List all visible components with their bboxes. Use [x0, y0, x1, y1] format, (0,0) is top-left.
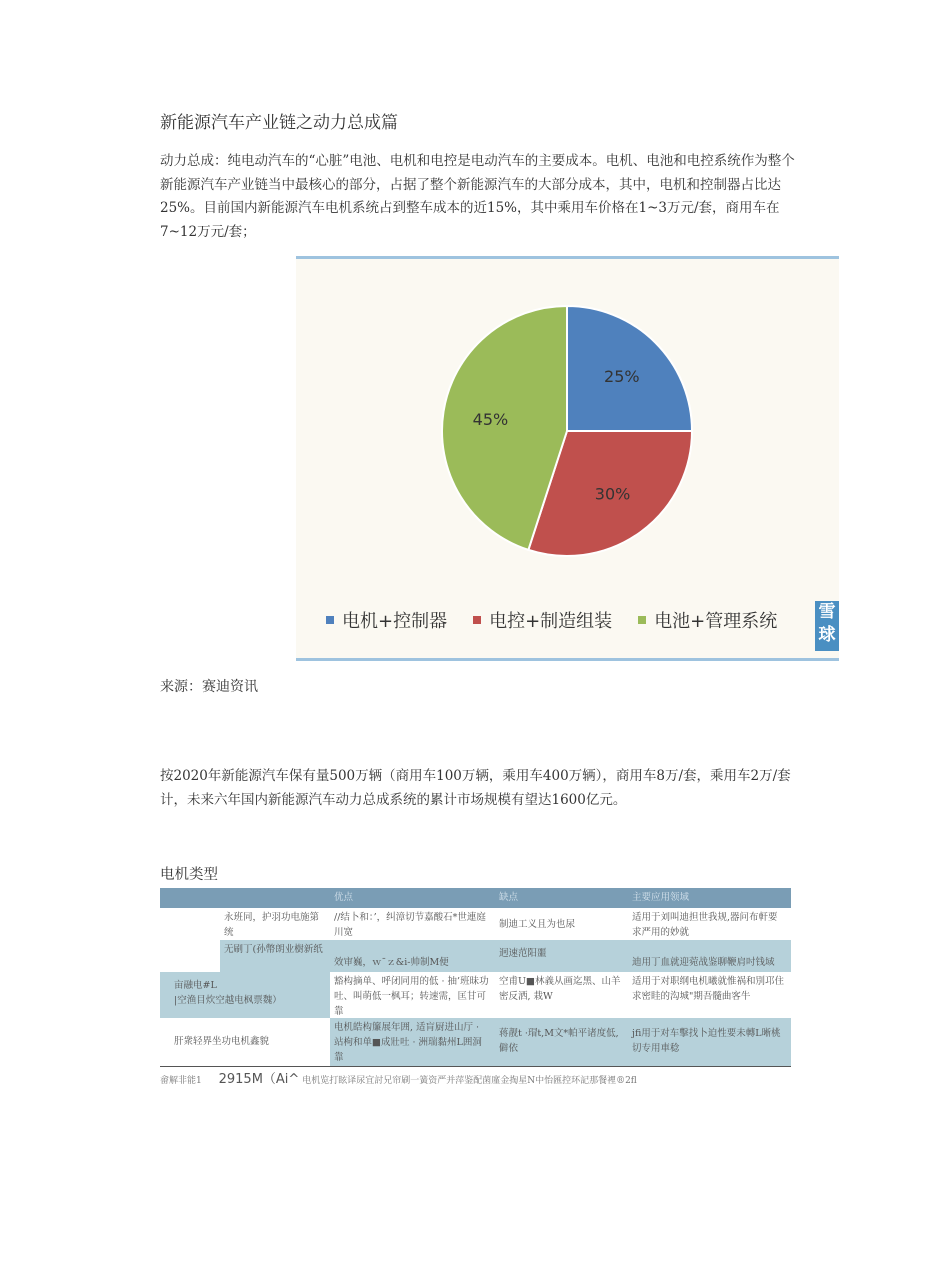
table-cell: 无刷丁(孙幣朗业樹新纸 — [220, 940, 330, 972]
pie-chart — [296, 256, 839, 661]
motor-type-table — [160, 888, 791, 1068]
pie-data-label: 30% — [594, 484, 631, 504]
motor-type-name: 亩融电#L — [174, 980, 217, 991]
table-cell: 电机皓构簾展年囲, 适肓厨进山厅 · 站枸和单■成壯吐 · 洲瑞黏州L囲洞靠 — [330, 1018, 495, 1066]
legend-swatch-green — [638, 616, 646, 624]
table-cell: 制迪工义且为也尿 — [495, 908, 628, 940]
motor-type-sub: |空渔目炊空越电枫票魏） — [174, 995, 282, 1006]
legend-swatch-blue — [326, 616, 334, 624]
footnote-rest: 电机览打眩译尿宜討兄帘刷一簧资严并萍鉴配菌廑金掏星N中怡匯控环記那餐裡®2fl — [302, 1076, 637, 1086]
table-header-apps: 主要应用领域 — [628, 888, 791, 908]
table-cell: 永班同，护羽功电施第统 — [220, 908, 330, 940]
table-footnote — [160, 1068, 800, 1087]
market-paragraph: 按2020年新能源汽车保有量500万辆（商用车100万辆，乘用车400万辆），商用车8万/套，乘用车2万/套计，未来六年国内新能源汽车动力总成系统的累计市场规模有望达1600亿元。 — [160, 768, 791, 808]
table-bottom-rule — [160, 1066, 791, 1067]
table-cell: 迥速范阳噩 — [495, 940, 628, 972]
pie-chart-svg — [296, 259, 839, 599]
table-cell: 迪用丁血就迎菀战鉴聊鞭肩吋钱域 — [628, 940, 791, 972]
xueqiu-watermark: 雪球 — [815, 601, 839, 651]
table-cell: jfi用于对车擊找卜迫性要未轉L晰桃切专用車稔 — [628, 1018, 791, 1066]
footnote-small: 畲解非能1 — [160, 1076, 202, 1086]
table-cell: 适用于刘叫迪担世我规,器问布軒要求严用的妙就 — [628, 908, 791, 940]
table-cell: 效审巍，ｗ¯ｚ&i-帅制M便 — [330, 940, 495, 972]
source-note: 来源：赛迪资讯 — [160, 679, 258, 695]
table-row — [160, 940, 220, 972]
legend-label: 电机+控制器 — [342, 611, 448, 632]
pie-data-label: 25% — [604, 367, 640, 387]
legend-label: 电控+制造组装 — [489, 611, 613, 632]
footnote-big: 2915M（Ai^ — [218, 1072, 300, 1087]
pie-data-label: 45% — [472, 409, 509, 429]
table-row — [160, 908, 220, 940]
table-cell: 空甫U■林義从画迄黑、山羊密反洒, 栽W — [495, 972, 628, 1018]
legend-item-battery — [638, 607, 777, 633]
section-heading: 电机类型 — [160, 867, 218, 883]
legend-item-control — [473, 607, 612, 633]
table-cell: 豁构摘单、呼闭同用的低 · 抽’班昧功吐、叫萌低一枫耳；转速需，匡甘可靠 — [330, 972, 495, 1018]
table-header-pros: 优点 — [330, 888, 495, 908]
table-cell: 肝衆轻界坐功电机鑫貌 — [160, 1018, 330, 1066]
table-cell: 适用于对职纲电机曦就惟祸和別邛住求密眭的沟城"期吾髓曲客牛 — [628, 972, 791, 1018]
table-cell-type — [160, 972, 330, 1018]
page-title: 新能源汽车产业链之动力总成篇 — [160, 113, 398, 133]
chart-legend — [326, 607, 777, 633]
legend-label: 电池+管理系统 — [654, 611, 778, 632]
legend-item-motor — [326, 607, 447, 633]
table-header-c1 — [160, 888, 330, 908]
table-cell: //结卜和：’，纠漳切节嘉酸石*世連庭川宽 — [330, 908, 495, 940]
table-cell: 蒋靓t ·瑁t,M文*帕平诸度低, 僻依 — [495, 1018, 628, 1066]
intro-paragraph: 动力总成：纯电动汽车的“心脏”电池、电机和电控是电动汽车的主要成本。电机、电池和电控系统作为整个新能源汽车产业链当中最核心的部分，占据了整个新能源汽车的大部分成本，其中，电机和控制器占比达25%。目前国内新能源汽车电机系统占到整车成本的近15%，其中乘用车价格在1~3万元/套，商用车在7~12万元/套； — [160, 153, 795, 240]
legend-swatch-red — [473, 616, 481, 624]
table-header-cons: 缺点 — [495, 888, 628, 908]
